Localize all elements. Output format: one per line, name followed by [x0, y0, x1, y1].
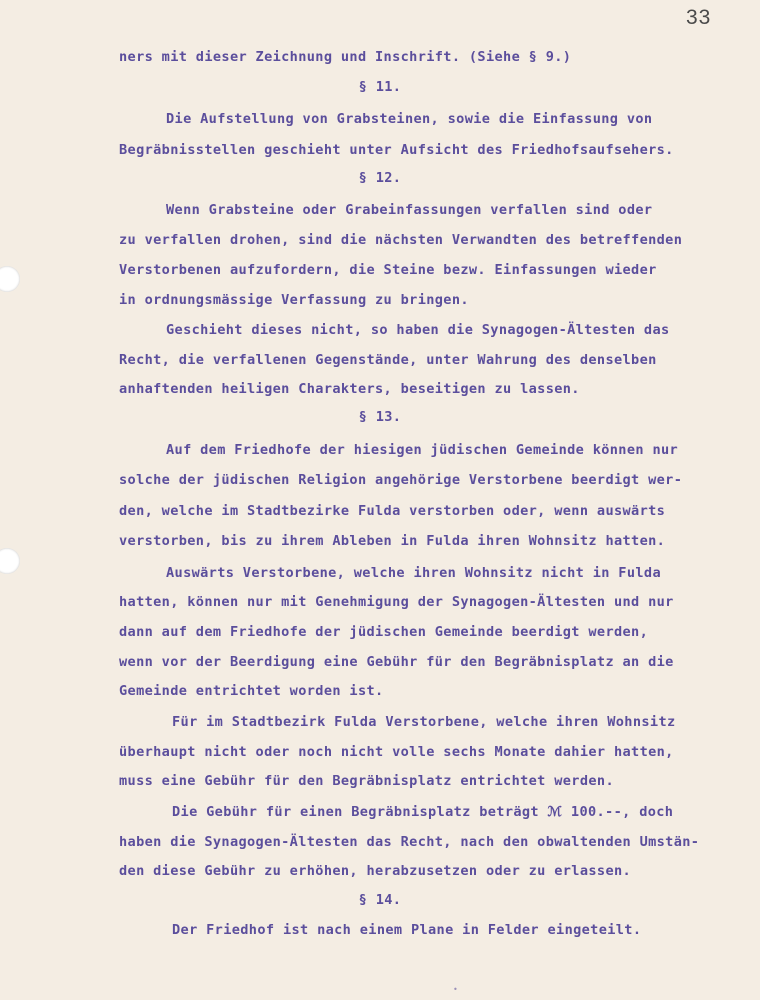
text-line: Geschieht dieses nicht, so haben die Synagogen-Ältesten das — [166, 322, 670, 338]
text-line: zu verfallen drohen, sind die nächsten Verwandten des betreffenden — [119, 232, 683, 248]
section-heading: § 13. — [358, 409, 402, 425]
text-line: Für im Stadtbezirk Fulda Verstorbene, welche ihren Wohnsitz — [172, 714, 676, 730]
text-line: den diese Gebühr zu erhöhen, herabzusetzen oder zu erlassen. — [119, 863, 632, 879]
text-line: muss eine Gebühr für den Begräbnisplatz entrichtet werden. — [119, 773, 614, 789]
text-line: Begräbnisstellen geschieht unter Aufsicht des Friedhofsaufsehers. — [119, 142, 674, 158]
ink-dot: • — [453, 985, 458, 994]
text-line: Recht, die verfallenen Gegenstände, unter Wahrung des denselben — [119, 352, 657, 368]
text-line: Wenn Grabsteine oder Grabeinfassungen verfallen sind oder — [166, 202, 653, 218]
text-line: Auswärts Verstorbene, welche ihren Wohnsitz nicht in Fulda — [166, 565, 661, 581]
text-line: Auf dem Friedhofe der hiesigen jüdischen Gemeinde können nur — [166, 442, 679, 458]
text-line: in ordnungsmässige Verfassung zu bringen. — [119, 292, 469, 308]
text-line: hatten, können nur mit Genehmigung der Synagogen-Ältesten und nur — [119, 594, 674, 610]
text-line: Gemeinde entrichtet worden ist. — [119, 683, 384, 699]
text-line: dann auf dem Friedhofe der jüdischen Gemeinde beerdigt werden, — [119, 624, 649, 640]
text-line: anhaftenden heiligen Charakters, beseitigen zu lassen. — [119, 381, 580, 397]
page-number: 33 — [686, 6, 712, 29]
text-line: Die Gebühr für einen Begräbnisplatz beträgt ℳ 100.--, doch — [172, 804, 674, 820]
text-line: Der Friedhof ist nach einem Plane in Felder eingeteilt. — [172, 922, 642, 938]
punch-hole — [0, 266, 20, 292]
text-line: ners mit dieser Zeichnung und Inschrift. (Siehe § 9.) — [119, 49, 572, 65]
text-line: Die Aufstellung von Grabsteinen, sowie die Einfassung von — [166, 111, 653, 127]
text-line: Verstorbenen aufzufordern, die Steine bezw. Einfassungen wieder — [119, 262, 657, 278]
text-line: den, welche im Stadtbezirke Fulda verstorben oder, wenn auswärts — [119, 503, 666, 519]
text-line: haben die Synagogen-Ältesten das Recht, nach den obwaltenden Umstän- — [119, 834, 700, 850]
text-line: verstorben, bis zu ihrem Ableben in Fulda ihren Wohnsitz hatten. — [119, 533, 666, 549]
text-line: überhaupt nicht oder noch nicht volle sechs Monate dahier hatten, — [119, 744, 674, 760]
punch-hole — [0, 548, 20, 574]
section-heading: § 11. — [358, 79, 402, 95]
text-line: solche der jüdischen Religion angehörige Verstorbene beerdigt wer- — [119, 472, 683, 488]
text-line: wenn vor der Beerdigung eine Gebühr für den Begräbnisplatz an die — [119, 654, 674, 670]
section-heading: § 14. — [358, 892, 402, 908]
section-heading: § 12. — [358, 170, 402, 186]
